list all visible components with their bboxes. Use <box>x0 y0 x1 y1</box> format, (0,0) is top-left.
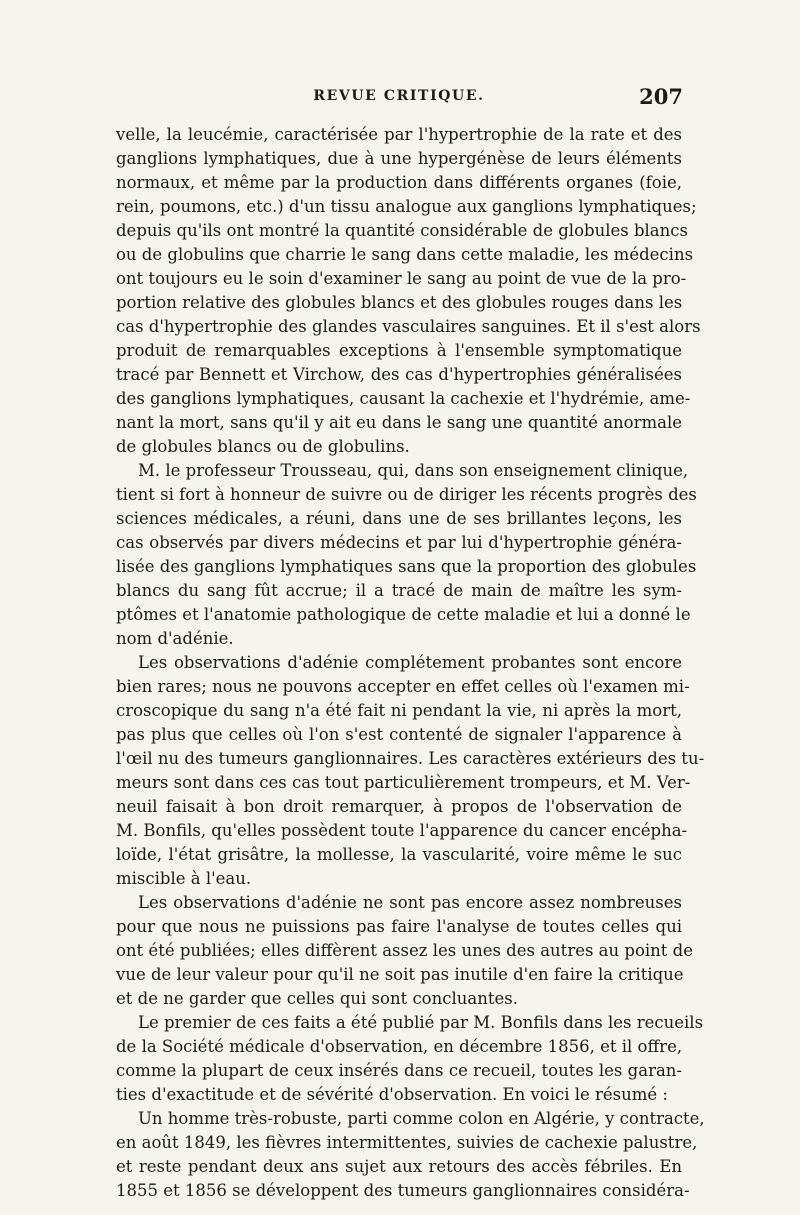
text-line: des ganglions lymphatiques, causant la cachexie et l'hydrémie, ame- <box>116 389 691 408</box>
text-line: ganglions lymphatiques, due à une hypergénèse de leurs éléments <box>116 149 682 168</box>
text-line: neuil faisait à bon droit remarquer, à propos de l'observation de <box>116 797 682 816</box>
text-line: sciences médicales, a réuni, dans une de ses brillantes leçons, les <box>116 509 682 528</box>
text-line: blancs du sang fût accrue; il a tracé de main de maître les sym- <box>116 581 682 600</box>
paragraph-first-line: Les observations d'adénie ne sont pas encore assez nombreuses <box>138 893 682 912</box>
paragraph-first-line: Un homme très-robuste, parti comme colon en Algérie, y contracte, <box>138 1109 705 1128</box>
text-line: pas plus que celles où l'on s'est contenté de signaler l'apparence à <box>116 725 682 744</box>
text-line: et de ne garder que celles qui sont concluantes. <box>116 989 518 1008</box>
text-line: l'œil nu des tumeurs ganglionnaires. Les caractères extérieurs des tu- <box>116 749 705 768</box>
text-line: ptômes et l'anatomie pathologique de cette maladie et lui a donné le <box>116 605 691 624</box>
text-line: miscible à l'eau. <box>116 869 252 888</box>
text-line: croscopique du sang n'a été fait ni pendant la vie, ni après la mort, <box>116 701 682 720</box>
text-line: ou de globulins que charrie le sang dans cette maladie, les médecins <box>116 245 694 264</box>
text-line: loïde, l'état grisâtre, la mollesse, la vascularité, voire même le suc <box>116 845 682 864</box>
text-line: normaux, et même par la production dans différents organes (foie, <box>116 173 682 192</box>
text-line: vue de leur valeur pour qu'il ne soit pas inutile d'en faire la critique <box>116 965 684 984</box>
text-line: ont toujours eu le soin d'examiner le sang au point de vue de la pro- <box>116 269 687 288</box>
running-head <box>115 84 683 112</box>
text-line: cas observés par divers médecins et par lui d'hypertrophie généra- <box>116 533 682 552</box>
text-line: de globules blancs ou de globulins. <box>116 437 410 456</box>
text-line: cas d'hypertrophie des glandes vasculaires sanguines. Et il s'est alors <box>116 317 701 336</box>
body-text <box>116 123 705 1203</box>
paragraph-first-line: Les observations d'adénie complétement probantes sont encore <box>138 653 682 672</box>
text-line: comme la plupart de ceux insérés dans ce recueil, toutes les garan- <box>116 1061 682 1080</box>
text-line: depuis qu'ils ont montré la quantité considérable de globules blancs <box>116 221 688 240</box>
text-line: ont été publiées; elles diffèrent assez les unes des autres au point de <box>116 941 693 960</box>
text-line: produit de remarquables exceptions à l'ensemble symptomatique <box>116 341 682 360</box>
text-line: et reste pendant deux ans sujet aux retours des accès fébriles. En <box>116 1157 682 1176</box>
text-line: portion relative des globules blancs et des globules rouges dans les <box>116 293 683 312</box>
text-line: M. Bonfils, qu'elles possèdent toute l'apparence du cancer encépha- <box>116 821 688 840</box>
text-line: pour que nous ne puissions pas faire l'analyse de toutes celles qui <box>116 917 682 936</box>
text-line: nom d'adénie. <box>116 629 234 648</box>
text-line: en août 1849, les fièvres intermittentes, suivies de cachexie palustre, <box>116 1133 698 1152</box>
text-line: rein, poumons, etc.) d'un tissu analogue aux ganglions lymphatiques; <box>116 197 697 216</box>
text-line: tracé par Bennett et Virchow, des cas d'hypertrophies généralisées <box>116 365 682 384</box>
page-number: 207 <box>639 84 683 109</box>
text-line: 1855 et 1856 se développent des tumeurs ganglionnaires considéra- <box>116 1181 690 1200</box>
text-line: meurs sont dans ces cas tout particulièrement trompeurs, et M. Ver- <box>116 773 691 792</box>
paragraph-first-line: Le premier de ces faits a été publié par M. Bonfils dans les recueils <box>138 1013 704 1032</box>
text-line: velle, la leucémie, caractérisée par l'hypertrophie de la rate et des <box>116 125 682 144</box>
text-line: tient si fort à honneur de suivre ou de diriger les récents progrès des <box>116 485 697 504</box>
text-line: ties d'exactitude et de sévérité d'observation. En voici le résumé : <box>116 1085 668 1104</box>
text-line: bien rares; nous ne pouvons accepter en effet celles où l'examen mi- <box>116 677 690 696</box>
text-line: lisée des ganglions lymphatiques sans que la proportion des globules <box>116 557 697 576</box>
paragraph-first-line: M. le professeur Trousseau, qui, dans son enseignement clinique, <box>138 461 689 480</box>
text-line: nant la mort, sans qu'il y ait eu dans le sang une quantité anormale <box>116 413 682 432</box>
running-title: REVUE CRITIQUE. <box>313 88 485 104</box>
text-line: de la Société médicale d'observation, en décembre 1856, et il offre, <box>116 1037 683 1056</box>
